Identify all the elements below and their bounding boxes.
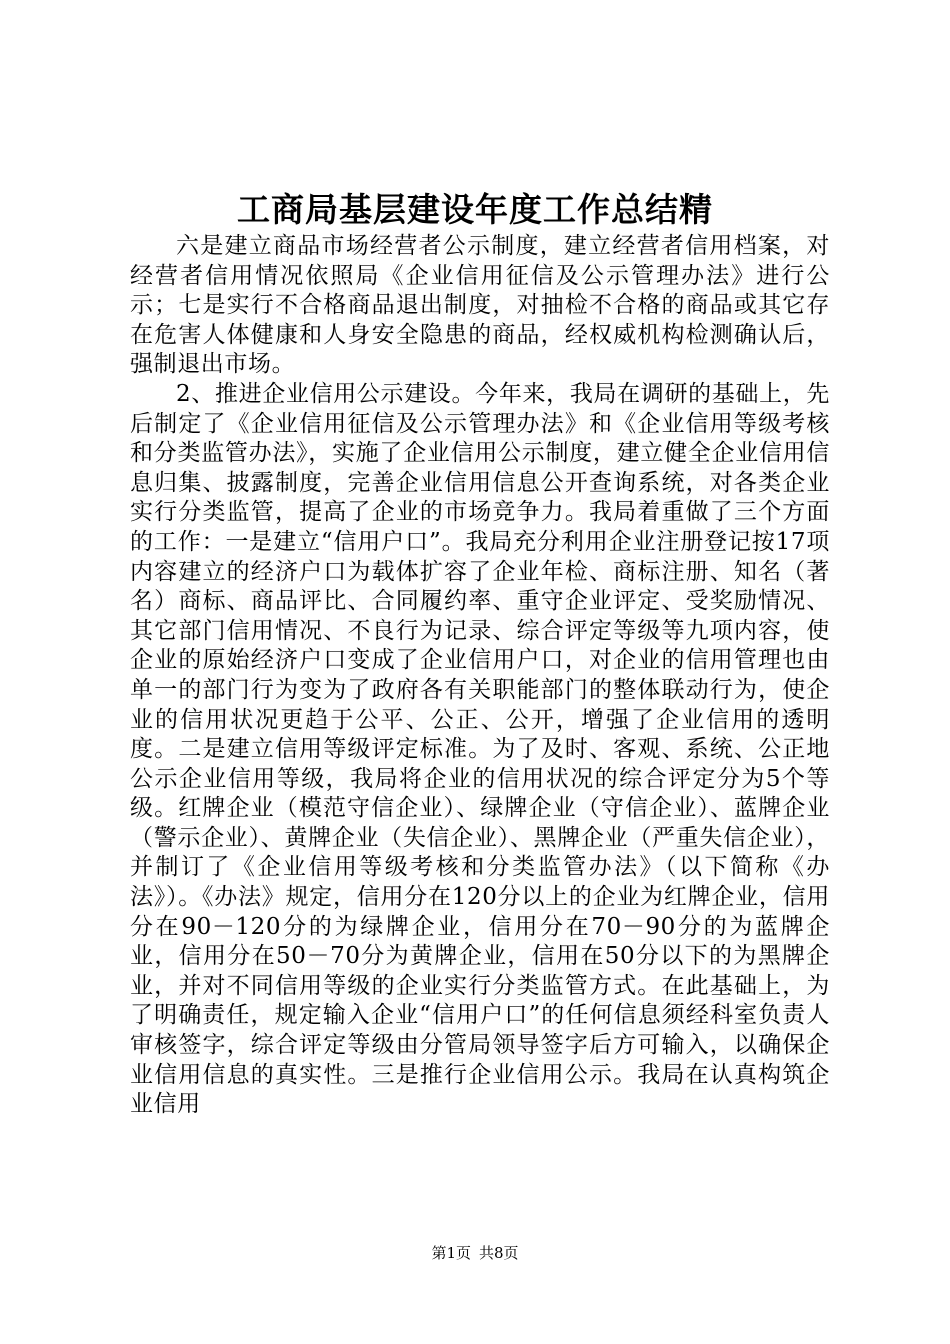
paragraph-1: 六是建立商品市场经营者公示制度，建立经营者信用档案，对经营者信用情况依照局《企业信用征信及公示管理办法》进行公示；七是实行不合格商品退出制度，对抽检不合格的商品或其它存在危害人体健康和人身安全隐患的商品，经权威机构检测确认后，强制退出市场。 [130,233,830,378]
page-number: 第1页 [431,1244,471,1262]
page-footer [0,1243,950,1263]
document-title: 工商局基层建设年度工作总结精 [237,190,713,229]
document-body [130,232,830,1120]
page-total: 共8页 [479,1244,519,1262]
paragraph-2: 2、推进企业信用公示建设。今年来，我局在调研的基础上，先后制定了《企业信用征信及公示管理办法》和《企业信用等级考核和分类监管办法》，实施了企业信用公示制度，建立健全企业信用信息归集、披露制度，完善企业信用信息公开查询系统，对各类企业实行分类监管，提高了企业的市场竞争力。我局着重做了三个方面的工作：一是建立“信用户口”。我局充分利用企业注册登记按17项内容建立的经济户口为载体扩容了企业年检、商标注册、知名（著名）商标、商品评比、合同履约率、重守企业评定、受奖励情况、其它部门信用情况、不良行为记录、综合评定等级等九项内容，使企业的原始经济户口变成了企业信用户口，对企业的信用管理也由单一的部门行为变为了政府各有关职能部门的整体联动行为，使企业的信用状况更趋于公平、公正、公开，增强了企业信用的透明度。二是建立信用等级评定标准。为了及时、客观、系统、公正地公示企业信用等级，我局将企业的信用状况的综合评定分为5个等级。红牌企业（模范守信企业）、绿牌企业（守信企业）、蓝牌企业（警示企业）、黄牌企业（失信企业）、黑牌企业（严重失信企业），并制订了《企业信用等级考核和分类监管办法》（以下简称《办法》）。《办法》规定，信用分在120分以上的企业为红牌企业，信用分在90－120分的为绿牌企业，信用分在70－90分的为蓝牌企业，信用分在50－70分为黄牌企业，信用在50分以下的为黑牌企业，并对不同信用等级的企业实行分类监管方式。在此基础上，为了明确责任，规定输入企业“信用户口”的任何信息须经科室负责人审核签字，综合评定等级由分管局领导签字后方可输入，以确保企业信用信息的真实性。三是推行企业信用公示。我局在认真构筑企业信用 [130,380,830,1118]
